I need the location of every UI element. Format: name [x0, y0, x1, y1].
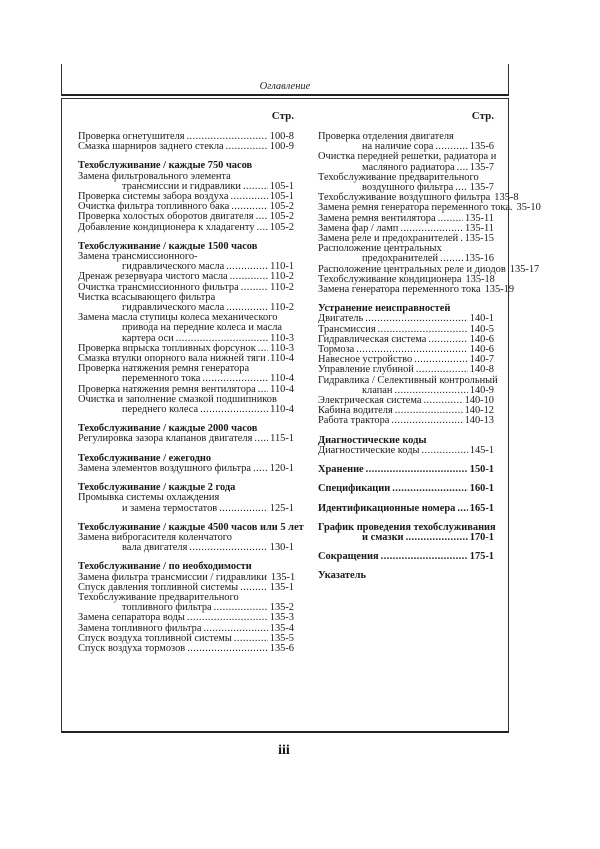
toc-entry-label: Электрическая система — [318, 395, 422, 407]
toc-entry-title-line: Очистка и заполнение смазкой подшипников — [78, 393, 277, 405]
toc-entry-page: 125-1 — [269, 502, 294, 514]
toc-entry-label: Гидравлическая система — [318, 333, 427, 345]
dot-leader — [457, 504, 467, 514]
toc-entry-page: 170-1 — [469, 531, 494, 543]
page-column-header: Стр. — [271, 110, 294, 122]
toc-entry-label: гидравлического масла — [122, 302, 225, 314]
toc-left-column — [78, 110, 304, 654]
dot-leader — [234, 634, 268, 644]
toc-entry[interactable] — [318, 446, 494, 456]
toc-entry-page: 130-1 — [269, 542, 294, 554]
toc-entry-label: трансмиссии и гидравлики — [122, 180, 241, 192]
toc-section-heading: Техобслуживание / каждые 750 часов — [78, 160, 253, 172]
toc-entry-page: 145-1 — [469, 444, 494, 456]
toc-section-heading: Техобслуживание / каждые 4500 часов или 5 лет — [78, 521, 304, 533]
toc-entry[interactable] — [78, 252, 294, 272]
toc-entry[interactable] — [78, 613, 294, 623]
dot-leader — [391, 416, 462, 426]
dot-leader — [226, 142, 268, 152]
toc-entry-page: 135-11 — [464, 222, 494, 234]
toc-entry-page: 135-11 — [464, 212, 494, 224]
toc-entry-page: 175-1 — [469, 551, 494, 563]
toc-entry-page: 135-15 — [464, 233, 494, 245]
header-title: Оглавление — [259, 81, 311, 92]
toc-entry-label: Навесное устройство — [318, 354, 413, 366]
dot-leader — [392, 484, 468, 494]
toc-entry-page: 115-1 — [270, 433, 294, 445]
toc-entry-page: 110-4 — [270, 353, 294, 365]
toc-entry-label: Замена ремня вентилятора — [318, 212, 436, 224]
dot-leader — [243, 182, 268, 192]
toc-entry-page: 135-8 — [494, 192, 519, 204]
toc-entry-page: 120-1 — [269, 462, 294, 474]
toc-entry-page: 135-4 — [269, 622, 294, 634]
toc-entry-page: 100-8 — [269, 131, 294, 142]
dot-leader — [406, 533, 468, 543]
dot-leader — [226, 262, 268, 272]
page-column-header: Стр. — [471, 110, 494, 122]
toc-entry[interactable] — [78, 364, 294, 384]
toc-entry-label: воздушного фильтра — [362, 182, 454, 194]
toc-entry-label: Проверка натяжения ремня вентилятора — [78, 383, 256, 395]
toc-entry-label: переменного тока — [122, 373, 201, 385]
toc-entry-label: Дренаж резервуара чистого масла — [78, 271, 228, 283]
dot-leader — [424, 396, 463, 406]
toc-entry[interactable] — [78, 434, 294, 444]
dot-leader — [268, 354, 269, 364]
toc-entry-page: 140-5 — [469, 323, 494, 335]
toc-entry[interactable] — [78, 533, 294, 553]
toc-entry-page: 100-9 — [269, 141, 294, 153]
toc-entry-label: топливного фильтра — [122, 602, 212, 614]
toc-entry-page: 140-13 — [464, 415, 494, 427]
toc-entry[interactable] — [78, 293, 294, 313]
dot-leader — [241, 283, 268, 293]
toc-section-heading: Устранение неисправностей — [318, 303, 451, 315]
toc-entry-label: клапан — [362, 384, 393, 396]
toc-entry-page: 140-9 — [469, 384, 494, 396]
toc-entry-label: Смазка шарниров заднего стекла — [78, 141, 224, 153]
toc-entry-label: Проверка холостых оборотов двигателя — [78, 211, 254, 223]
toc-entry[interactable] — [78, 593, 294, 613]
toc-entry-label: на наличие сора — [362, 141, 434, 153]
toc-entry-page: 110-2 — [270, 271, 294, 283]
toc-entry-label: Проверка огнетушителя — [78, 131, 185, 142]
toc-entry-label: и смазки — [362, 531, 404, 543]
toc-entry-label: Кабина водителя — [318, 405, 393, 417]
toc-entry-label: Хранение — [318, 464, 364, 476]
toc-entry-label: Спецификации — [318, 483, 391, 495]
toc-entry-label: Техобслуживание воздушного фильтра — [318, 192, 491, 204]
toc-entry-label: Работа трактора — [318, 415, 390, 427]
toc-entry-page: 135-7 — [469, 182, 494, 194]
toc-entry-label: Замена топливного фильтра — [78, 622, 202, 634]
toc-entry-page: 140-7 — [469, 354, 494, 366]
toc-entry-page: 135-19 — [484, 284, 515, 296]
dot-leader — [254, 434, 268, 444]
dot-leader — [460, 234, 462, 244]
toc-entry[interactable] — [78, 223, 294, 233]
toc-entry-page: 135-16 — [464, 253, 494, 265]
toc-entry-page: 110-2 — [270, 302, 294, 314]
page-header — [61, 64, 509, 96]
toc-entry-page: 110-4 — [270, 404, 294, 416]
toc-section-heading: Техобслуживание / каждые 2 года — [78, 482, 236, 494]
toc-entry-page: 135-6 — [469, 141, 494, 153]
toc-entry-page: 135-7 — [469, 161, 494, 173]
toc-entry-label: Регулировка зазора клапанов двигателя — [78, 433, 253, 445]
toc-entry-label: гидравлического масла — [122, 261, 225, 273]
toc-entry[interactable] — [318, 465, 494, 475]
toc-entry-label: Тормоза — [318, 344, 355, 356]
toc-entry[interactable] — [318, 244, 494, 264]
toc-entry-page: 105-2 — [269, 201, 294, 213]
toc-entry-title-line: Замена виброгасителя коленчатого — [78, 531, 232, 543]
toc-entry-title-line: Чистка всасывающего фильтра — [78, 291, 216, 303]
toc-entry-page: 135-1 — [269, 581, 294, 593]
toc-entry-title-line: привода на передние колеса и масла — [122, 322, 283, 334]
toc-entry-label: Управление глубиной — [318, 364, 414, 376]
toc-right-column — [318, 110, 541, 582]
toc-entry[interactable] — [78, 313, 294, 344]
toc-section-heading: Техобслуживание / ежегодно — [78, 452, 212, 464]
toc-entry-label: Замена реле и предохранителей — [318, 233, 459, 245]
toc-entry-page: 135-2 — [269, 602, 294, 614]
toc-entry-title-line: Проверка отделения двигателя — [318, 131, 454, 142]
toc-entry-page: 135-18 — [465, 273, 495, 285]
dot-leader — [428, 335, 467, 345]
toc-entry-label: Замена генератора переменного тока — [318, 284, 481, 296]
toc-entry-label: Замена сепаратора воды — [78, 612, 185, 624]
toc-entry-page: 135-5 — [269, 632, 294, 644]
toc-entry-page: 135-1 — [270, 571, 296, 583]
dot-leader — [214, 603, 268, 613]
toc-entry-label: Идентификационные номера — [318, 502, 456, 514]
toc-entry[interactable] — [318, 552, 494, 562]
toc-entry-label: Техобслуживание кондиционера — [318, 273, 462, 285]
toc-entry[interactable] — [318, 416, 494, 426]
toc-entry-label: Спуск воздуха топливной системы — [78, 632, 232, 644]
toc-entry-label: Замена ремня генератора переменного тока. — [318, 202, 513, 214]
toc-entry-label: Замена фар / ламп — [318, 222, 399, 234]
toc-entry-label: Проверка впрыска топливных форсунок — [78, 342, 256, 354]
toc-entry-page: 140-10 — [464, 395, 494, 407]
toc-entry[interactable] — [318, 132, 494, 152]
toc-entry[interactable] — [318, 374, 498, 396]
toc-entry-page: 105-1 — [269, 180, 294, 192]
toc-entry-label: Смазка втулки опорного вала нижней тяги — [78, 353, 266, 365]
toc-entry-page: 35-10 — [516, 202, 541, 214]
toc-entry-title-line: Техобслуживание предварительного — [318, 171, 479, 183]
toc-entry[interactable] — [318, 151, 497, 173]
toc-entry-page: 140-6 — [469, 333, 494, 345]
toc-entry-page: 165-1 — [469, 502, 494, 514]
toc-entry-label: Спуск давления топливной системы — [78, 581, 239, 593]
toc-entry[interactable] — [318, 484, 494, 494]
dot-leader — [366, 465, 468, 475]
toc-entry[interactable] — [78, 142, 294, 152]
toc-entry[interactable] — [78, 395, 294, 415]
toc-entry-title-line: Замена трансмиссионного- — [78, 251, 198, 263]
dot-leader — [253, 464, 268, 474]
toc-entry-title-line: Замена масла ступицы колеса механического — [78, 312, 278, 324]
dot-leader — [187, 644, 268, 654]
toc-entry-label: масляного радиатора — [362, 161, 455, 173]
toc-entry-page: 140-12 — [464, 405, 494, 417]
toc-entry-page: 135-17 — [509, 263, 540, 275]
toc-entry-page: 110-4 — [270, 373, 294, 385]
toc-entry-title-line: Очистка передней решетки, радиатора и — [318, 151, 497, 163]
toc-entry-page: 110-1 — [270, 261, 294, 273]
toc-entry-page: 135-3 — [269, 612, 294, 624]
toc-entry-label: вала двигателя — [122, 542, 188, 554]
toc-entry-label: Замена элементов воздушного фильтра — [78, 462, 251, 474]
toc-entry-title-line: График проведения техобслуживания — [318, 521, 496, 533]
toc-entry-page: 105-1 — [269, 191, 294, 203]
toc-entry-label: Расположение центральных реле и диодов — [318, 263, 506, 275]
toc-entry-label: Трансмиссия — [318, 323, 376, 335]
toc-entry-page: 105-2 — [269, 221, 294, 233]
toc-entry-page: 140-8 — [469, 364, 494, 376]
toc-entry-label: Диагностические коды — [318, 444, 420, 456]
toc-entry-label: переднего колеса — [122, 404, 199, 416]
toc-entry[interactable] — [318, 504, 494, 514]
toc-entry[interactable] — [318, 523, 494, 543]
toc-entry[interactable] — [78, 493, 294, 513]
toc-entry[interactable] — [318, 284, 515, 296]
toc-entry-title-line: Гидравлика / Селективный контрольный — [318, 374, 498, 386]
toc-entry-page: 150-1 — [469, 464, 494, 476]
toc-entry-page: 110-3 — [270, 342, 294, 354]
toc-entry-page: 140-1 — [469, 313, 494, 325]
toc-entry-label: Проверка системы забора воздуха — [78, 191, 229, 203]
toc-entry-page: 140-6 — [469, 344, 494, 356]
toc-entry-title-line: Расположение центральных — [318, 243, 442, 255]
dot-leader — [438, 214, 463, 224]
dot-leader — [240, 583, 268, 593]
toc-section-heading: Техобслуживание / по необходимости — [78, 561, 252, 573]
dot-leader — [395, 406, 463, 416]
toc-entry-label: Замена фильтра трансмиссии / гидравлики — [78, 571, 267, 583]
toc-entry-label: Очистка трансмиссионного фильтра — [78, 281, 239, 293]
toc-entry-label: картера оси — [122, 332, 174, 344]
toc-section-heading: Диагностические коды — [318, 434, 427, 446]
toc-entry-label: Сокращения — [318, 551, 379, 563]
toc-entry-title-line: Замена фильтровального элемента — [78, 170, 231, 182]
dot-leader — [187, 613, 268, 623]
toc-entry[interactable] — [78, 644, 294, 654]
toc-entry-page: 135-6 — [269, 642, 294, 654]
toc-entry[interactable] — [78, 172, 294, 192]
toc-entry-label: Добавление кондиционера к хладагенту — [78, 221, 255, 233]
toc-section-heading: Техобслуживание / каждые 1500 часов — [78, 240, 258, 252]
dot-leader — [200, 405, 268, 415]
dot-leader — [381, 552, 468, 562]
page-number: iii — [278, 743, 290, 758]
toc-entry-page: 110-2 — [270, 281, 294, 293]
dot-leader — [230, 192, 267, 202]
toc-entry-title-line: Проверка натяжения ремня генератора — [78, 363, 250, 375]
toc-entry-label: Спуск воздуха тормозов — [78, 642, 186, 654]
toc-entry-page: 105-2 — [269, 211, 294, 223]
dot-leader — [189, 543, 267, 553]
toc-entry-label: предохранителей — [362, 253, 439, 265]
toc-entry-label: Двигатель — [318, 313, 364, 325]
toc-entry-page: 110-4 — [270, 383, 294, 395]
dot-leader — [219, 504, 268, 514]
toc-entry-title-line: Техобслуживание предварительного — [78, 591, 239, 603]
toc-entry[interactable] — [318, 173, 494, 193]
toc-section-heading: Техобслуживание / каждые 2000 часов — [78, 423, 258, 435]
toc-section-heading: Указатель — [318, 570, 366, 582]
dot-leader — [365, 314, 468, 324]
toc-entry-title-line: Промывка системы охлаждения — [78, 492, 220, 504]
dot-leader — [414, 355, 468, 365]
toc-entry-label: Очистка фильтра топливного бака — [78, 201, 230, 213]
table-of-contents — [61, 98, 541, 733]
dot-leader — [257, 223, 268, 233]
toc-entry-page: 160-1 — [469, 483, 494, 495]
toc-entry-page: 110-3 — [270, 332, 294, 344]
toc-entry-label: и замена термостатов — [122, 502, 218, 514]
dot-leader — [256, 212, 268, 222]
dot-leader — [421, 446, 467, 456]
toc-entry[interactable] — [78, 464, 294, 474]
